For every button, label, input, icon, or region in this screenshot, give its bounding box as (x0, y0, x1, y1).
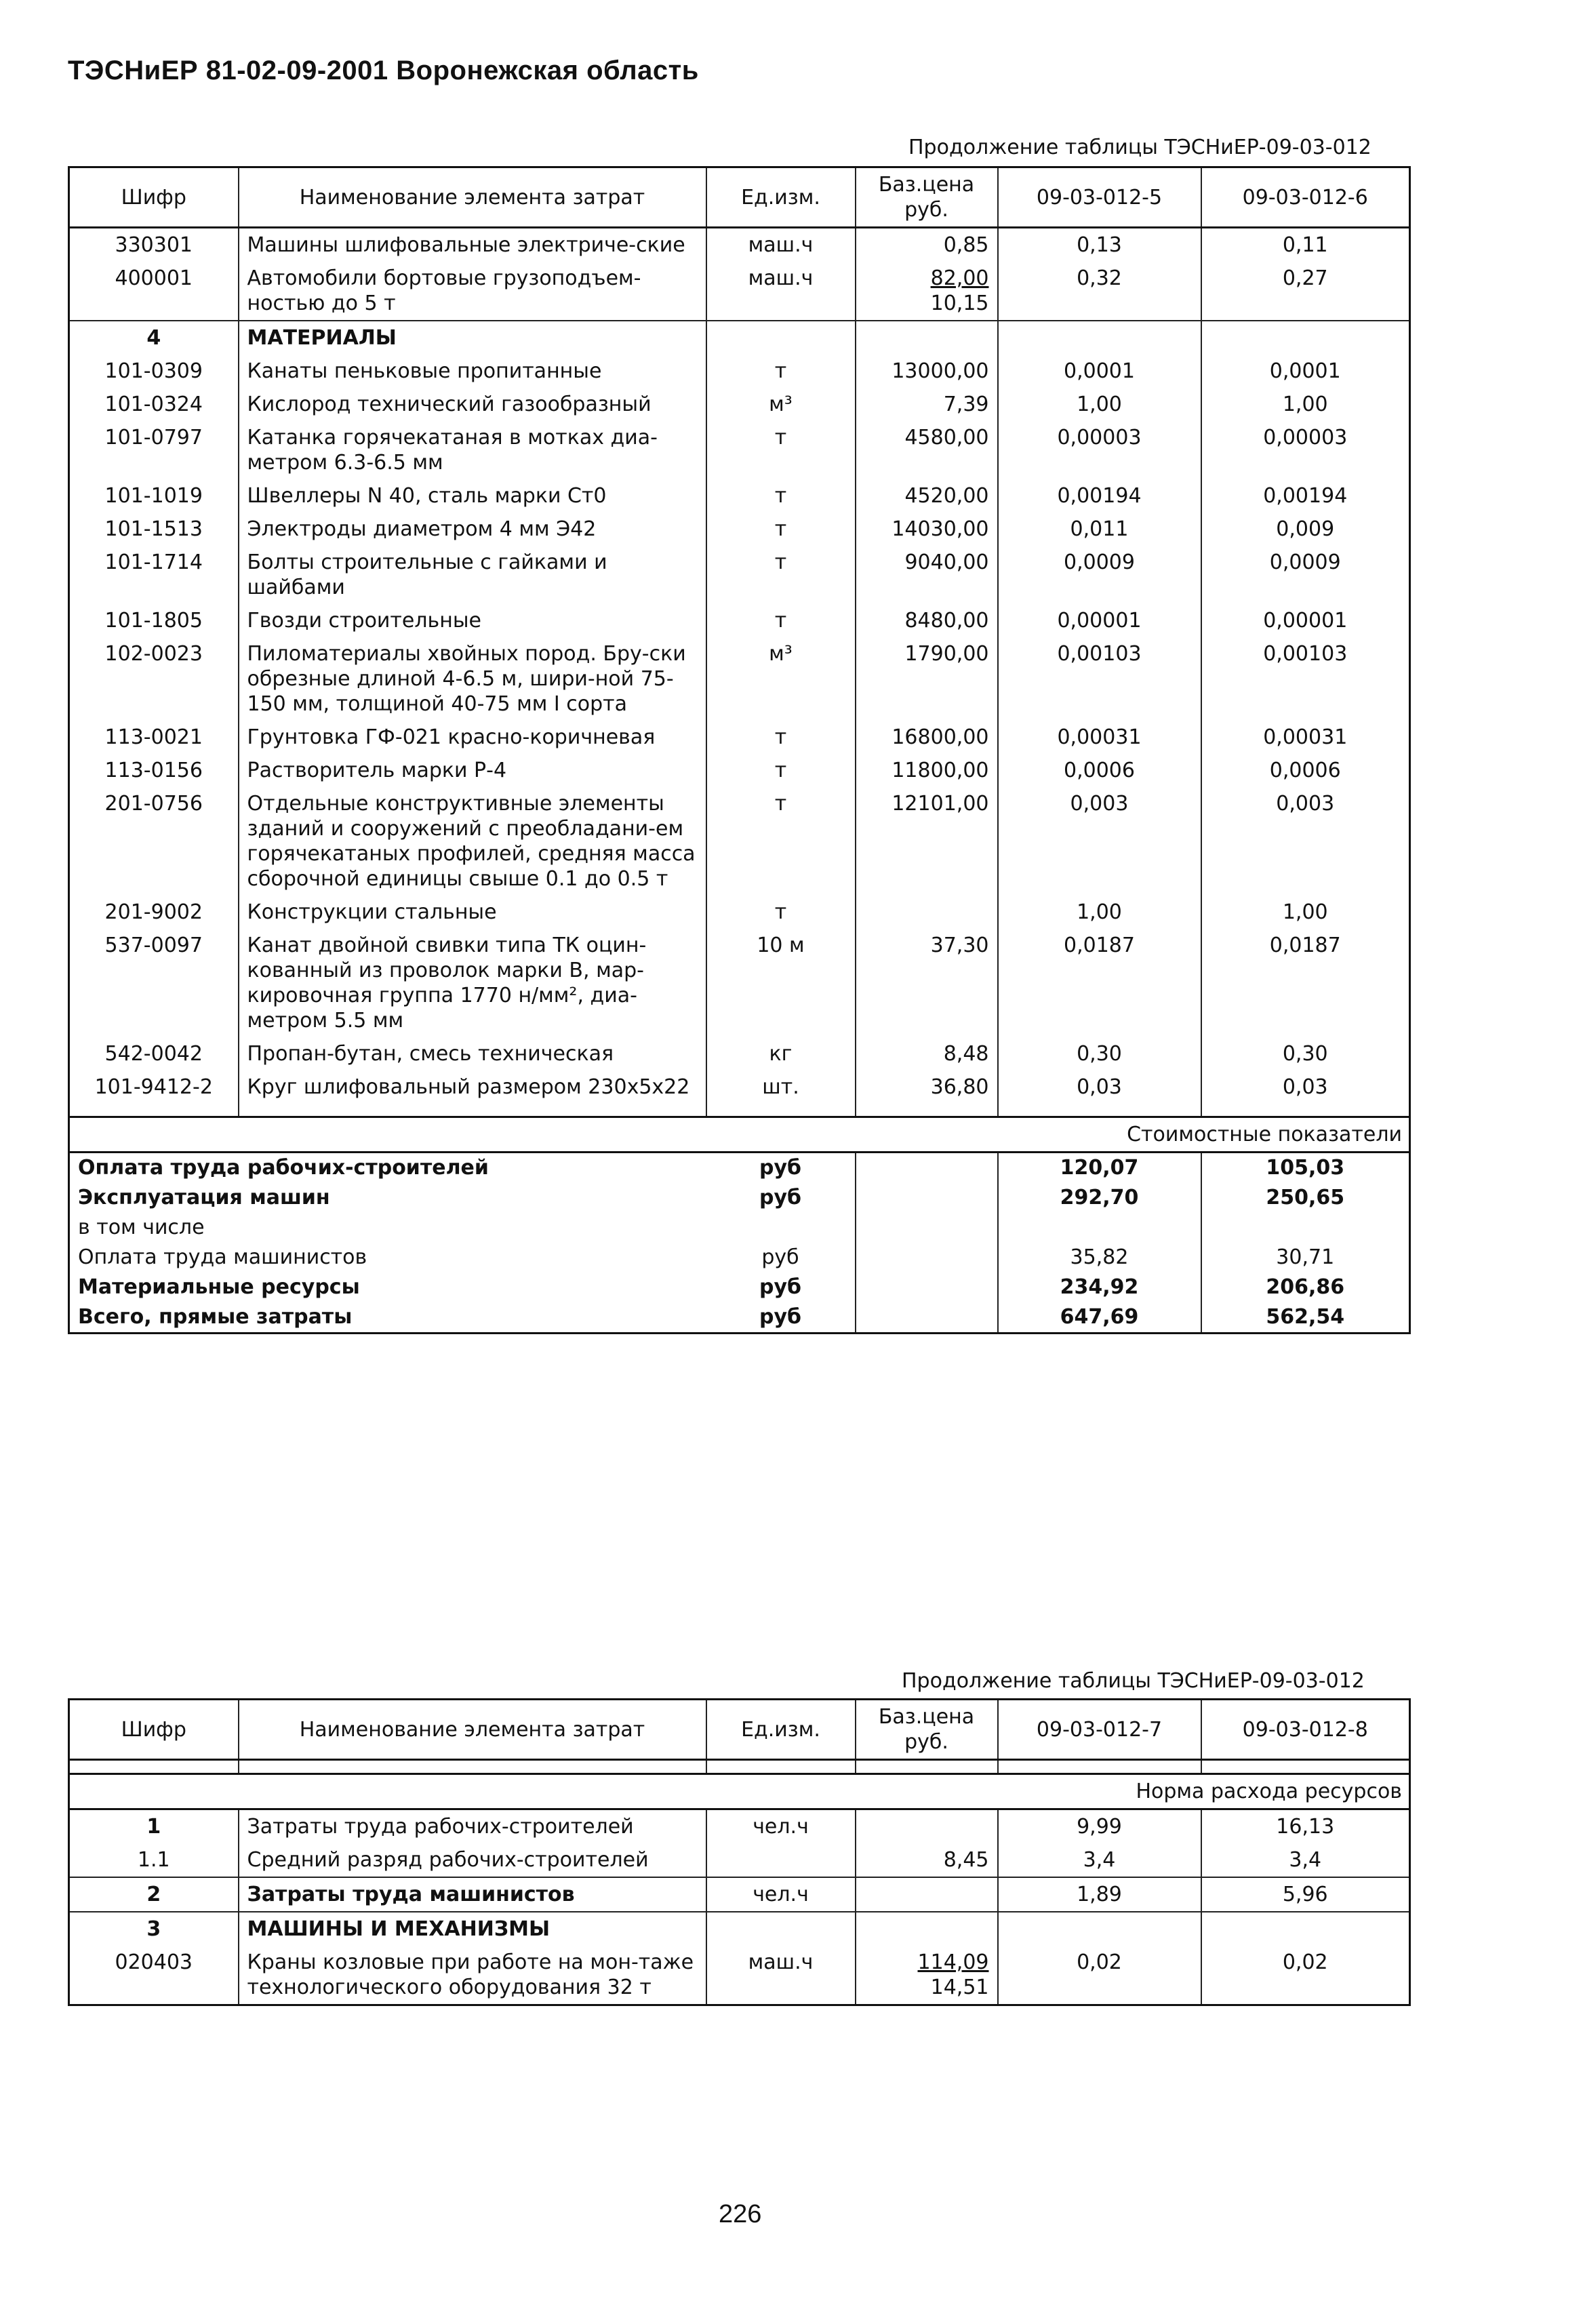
summary-unit: руб (706, 1243, 856, 1273)
price-secondary: 14,51 (930, 1976, 989, 1999)
row-code: 101-1714 (69, 546, 239, 604)
row-code: 1 (69, 1809, 239, 1844)
row-value-2: 0,00194 (1201, 479, 1410, 513)
row-unit: т (706, 355, 856, 388)
row-name: Грунтовка ГФ-021 красно-коричневая (239, 721, 706, 754)
row-name: Краны козловые при работе на мон-таже технологического оборудования 32 т (239, 1946, 706, 2005)
summary-row (69, 1153, 1410, 1184)
col-header-norm-6: 09-03-012-6 (1201, 167, 1410, 228)
row-value-2: 5,96 (1201, 1877, 1410, 1912)
row-code: 101-0309 (69, 355, 239, 388)
row-value-2: 0,0001 (1201, 355, 1410, 388)
row-value-1: 3,4 (998, 1843, 1201, 1877)
row-value-2: 0,0006 (1201, 754, 1410, 787)
col-header-price: Баз.цена руб. (856, 167, 998, 228)
summary-row (69, 1213, 1410, 1243)
summary-value-1: 35,82 (998, 1243, 1201, 1273)
row-price: 8,48 (856, 1037, 998, 1070)
summary-unit: руб (706, 1183, 856, 1213)
summary-value-2: 206,86 (1266, 1275, 1345, 1299)
resource-table-1 (68, 166, 1411, 1334)
section-row-materials (69, 321, 1410, 355)
table-row (69, 929, 1410, 1037)
row-name: Канат двойной свивки типа ТК оцин-кованный из проволок марки В, мар-кировочная группа 1770 н/мм², диа-метром 5.5 мм (239, 929, 706, 1037)
section-title: МАТЕРИАЛЫ (239, 321, 706, 355)
summary-name: Всего, прямые затраты (69, 1302, 706, 1334)
summary-value-2: 105,03 (1266, 1156, 1345, 1180)
row-value-2: 0,0187 (1201, 929, 1410, 1037)
col-header-norm-7: 09-03-012-7 (998, 1700, 1201, 1760)
row-value-2: 0,11 (1201, 228, 1410, 262)
page-number: 226 (719, 2200, 762, 2228)
row-value-1: 0,30 (998, 1037, 1201, 1070)
row-value-1: 0,0187 (998, 929, 1201, 1037)
section-code: 3 (69, 1912, 239, 1946)
table-row (69, 262, 1410, 321)
section-code: 4 (69, 321, 239, 355)
row-name: Гвозди строительные (239, 604, 706, 637)
table2-continuation-label: Продолжение таблицы ТЭСНиЕР-09-03-012 (902, 1669, 1365, 1693)
row-name: Пиломатериалы хвойных пород. Бру-ски обрезные длиной 4-6.5 м, шири-ной 75-150 мм, толщиной 40-75 мм I сорта (239, 637, 706, 721)
table-row (69, 479, 1410, 513)
summary-name: Оплата труда рабочих-строителей (78, 1156, 489, 1180)
row-code: 101-1019 (69, 479, 239, 513)
row-code: 020403 (69, 1946, 239, 2005)
row-name: Электроды диаметром 4 мм Э42 (239, 513, 706, 546)
table-row (69, 1070, 1410, 1104)
row-value-2: 0,03 (1201, 1070, 1410, 1104)
summary-price (856, 1153, 998, 1184)
row-name: Пропан-бутан, смесь техническая (239, 1037, 706, 1070)
summary-name: в том числе (78, 1216, 205, 1239)
col-header-name: Наименование элемента затрат (239, 1700, 706, 1760)
table-row (69, 355, 1410, 388)
table-row (69, 1843, 1410, 1877)
row-value-2: 0,27 (1201, 262, 1410, 321)
row-value-1: 0,13 (998, 228, 1201, 262)
row-code: 201-0756 (69, 787, 239, 896)
summary-name: Материальные ресурсы (78, 1275, 360, 1299)
row-code: 101-1513 (69, 513, 239, 546)
cost-indicators-row (69, 1117, 1410, 1153)
table-row (69, 513, 1410, 546)
row-price: 0,85 (856, 228, 998, 262)
row-unit: т (706, 513, 856, 546)
row-value-1: 0,0009 (998, 546, 1201, 604)
row-price: 36,80 (856, 1070, 998, 1104)
table-row (69, 787, 1410, 896)
row-unit: м³ (706, 388, 856, 421)
row-code: 542-0042 (69, 1037, 239, 1070)
summary-value-1: 120,07 (998, 1153, 1201, 1184)
row-value-1: 0,011 (998, 513, 1201, 546)
row-value-1: 1,00 (998, 896, 1201, 929)
summary-name: Эксплуатация машин (78, 1186, 330, 1209)
norm-label-row (69, 1774, 1410, 1809)
table-row (69, 1037, 1410, 1070)
summary-row (69, 1243, 1410, 1273)
row-name: Машины шлифовальные электриче-ские (239, 228, 706, 262)
row-code: 101-9412-2 (69, 1070, 239, 1104)
row-code: 400001 (69, 262, 239, 321)
row-name: Канаты пеньковые пропитанные (239, 355, 706, 388)
row-code: 2 (69, 1877, 239, 1912)
summary-value-2: 562,54 (1201, 1302, 1410, 1334)
row-name: Затраты труда рабочих-строителей (239, 1809, 706, 1844)
resource-table-2 (68, 1698, 1411, 2006)
summary-price (856, 1213, 998, 1243)
col-header-code: Шифр (69, 167, 239, 228)
row-code: 113-0021 (69, 721, 239, 754)
col-header-code: Шифр (69, 1700, 239, 1760)
col-header-unit: Ед.изм. (706, 1700, 856, 1760)
summary-price (856, 1302, 998, 1334)
row-price: 4580,00 (856, 421, 998, 479)
summary-value-1: 234,92 (998, 1273, 1201, 1302)
row-unit: т (706, 787, 856, 896)
row-value-1: 0,00031 (998, 721, 1201, 754)
row-name: Отдельные конструктивные элементы зданий и сооружений с преобладани-ем горячекатаных профилей, средняя масса сборочной единицы свыше 0.1 до 0.5 т (239, 787, 706, 896)
row-price: 9040,00 (856, 546, 998, 604)
row-value-2: 0,0009 (1201, 546, 1410, 604)
row-unit: м³ (706, 637, 856, 721)
row-price: 37,30 (856, 929, 998, 1037)
row-price (856, 1809, 998, 1844)
row-unit: 10 м (706, 929, 856, 1037)
table-row (69, 754, 1410, 787)
row-value-1: 0,00003 (998, 421, 1201, 479)
table-row (69, 896, 1410, 929)
row-price: 8480,00 (856, 604, 998, 637)
row-unit: т (706, 754, 856, 787)
row-value-1: 0,32 (998, 262, 1201, 321)
row-price (856, 1877, 998, 1912)
row-value-1: 0,0001 (998, 355, 1201, 388)
section-row-machines (69, 1912, 1410, 1946)
summary-price (856, 1273, 998, 1302)
row-unit: шт. (706, 1070, 856, 1104)
row-unit: т (706, 479, 856, 513)
row-value-1: 1,89 (998, 1877, 1201, 1912)
col-header-norm-8: 09-03-012-8 (1201, 1700, 1410, 1760)
row-value-1: 0,003 (998, 787, 1201, 896)
summary-unit: руб (706, 1273, 856, 1302)
row-unit: т (706, 721, 856, 754)
price-primary: 114,09 (917, 1950, 989, 1974)
row-price: 4520,00 (856, 479, 998, 513)
summary-unit: руб (706, 1302, 856, 1334)
row-value-2: 0,02 (1201, 1946, 1410, 2005)
row-price (856, 262, 998, 321)
summary-row (69, 1302, 1410, 1334)
summary-unit: руб (706, 1153, 856, 1184)
row-price: 14030,00 (856, 513, 998, 546)
row-name: Автомобили бортовые грузоподъем-ностью до 5 т (239, 262, 706, 321)
row-unit (706, 1843, 856, 1877)
row-value-1: 0,00001 (998, 604, 1201, 637)
row-value-1: 9,99 (998, 1809, 1201, 1844)
row-unit: чел.ч (706, 1877, 856, 1912)
row-value-1: 1,00 (998, 388, 1201, 421)
row-name: Конструкции стальные (239, 896, 706, 929)
section-title: МАШИНЫ И МЕХАНИЗМЫ (239, 1912, 706, 1946)
price-primary: 82,00 (930, 266, 989, 290)
col-header-price: Баз.цена руб. (856, 1700, 998, 1760)
row-name: Растворитель марки Р-4 (239, 754, 706, 787)
row-price: 12101,00 (856, 787, 998, 896)
norm-label: Норма расхода ресурсов (69, 1774, 1410, 1809)
row-value-1: 0,02 (998, 1946, 1201, 2005)
summary-value-1: 292,70 (998, 1183, 1201, 1213)
summary-value-1 (998, 1213, 1201, 1243)
row-price (856, 896, 998, 929)
row-price: 7,39 (856, 388, 998, 421)
row-unit: маш.ч (706, 228, 856, 262)
row-unit: маш.ч (706, 1946, 856, 2005)
summary-row (69, 1183, 1410, 1213)
row-value-2: 1,00 (1201, 896, 1410, 929)
row-code: 201-9002 (69, 896, 239, 929)
table-row (69, 721, 1410, 754)
row-code: 102-0023 (69, 637, 239, 721)
row-code: 1.1 (69, 1843, 239, 1877)
summary-price (856, 1243, 998, 1273)
row-price: 1790,00 (856, 637, 998, 721)
table-header-row (69, 1700, 1410, 1760)
row-value-2: 0,00003 (1201, 421, 1410, 479)
row-value-2: 0,00031 (1201, 721, 1410, 754)
summary-value-2: 30,71 (1276, 1245, 1335, 1269)
row-name: Болты строительные с гайками и шайбами (239, 546, 706, 604)
row-code: 101-0324 (69, 388, 239, 421)
row-value-2: 1,00 (1201, 388, 1410, 421)
table-row (69, 421, 1410, 479)
row-value-1: 0,00103 (998, 637, 1201, 721)
summary-row (69, 1273, 1410, 1302)
table-row (69, 1877, 1410, 1912)
row-code: 101-1805 (69, 604, 239, 637)
table-row (69, 1946, 1410, 2005)
cost-indicators-label: Стоимостные показатели (69, 1117, 1410, 1153)
row-name: Затраты труда машинистов (239, 1877, 706, 1912)
row-value-1: 0,03 (998, 1070, 1201, 1104)
summary-unit (706, 1213, 856, 1243)
row-price (856, 1946, 998, 2005)
summary-value-1: 647,69 (998, 1302, 1201, 1334)
row-value-2: 0,00001 (1201, 604, 1410, 637)
row-price: 8,45 (856, 1843, 998, 1877)
table-row (69, 228, 1410, 262)
row-value-2: 3,4 (1201, 1843, 1410, 1877)
row-value-2: 0,00103 (1201, 637, 1410, 721)
row-value-1: 0,00194 (998, 479, 1201, 513)
row-unit: чел.ч (706, 1809, 856, 1844)
row-name: Кислород технический газообразный (239, 388, 706, 421)
table1-continuation-label: Продолжение таблицы ТЭСНиЕР-09-03-012 (908, 136, 1371, 159)
row-code: 330301 (69, 228, 239, 262)
table-header-row (69, 167, 1410, 228)
col-header-name: Наименование элемента затрат (239, 167, 706, 228)
summary-name: Оплата труда машинистов (78, 1245, 367, 1269)
document-title: ТЭСНиЕР 81-02-09-2001 Воронежская область (68, 56, 699, 85)
summary-value-2: 250,65 (1266, 1186, 1345, 1209)
row-name: Круг шлифовальный размером 230x5x22 (239, 1070, 706, 1104)
row-value-1: 0,0006 (998, 754, 1201, 787)
row-unit: т (706, 421, 856, 479)
row-value-2: 16,13 (1201, 1809, 1410, 1844)
row-code: 113-0156 (69, 754, 239, 787)
table-row (69, 546, 1410, 604)
row-unit: т (706, 896, 856, 929)
row-price: 11800,00 (856, 754, 998, 787)
row-code: 537-0097 (69, 929, 239, 1037)
col-header-unit: Ед.изм. (706, 167, 856, 228)
row-value-2: 0,003 (1201, 787, 1410, 896)
price-secondary: 10,15 (930, 292, 989, 315)
table-row (69, 604, 1410, 637)
row-unit: маш.ч (706, 262, 856, 321)
row-name: Катанка горячекатаная в мотках диа-метром 6.3-6.5 мм (239, 421, 706, 479)
row-unit: т (706, 604, 856, 637)
col-header-norm-5: 09-03-012-5 (998, 167, 1201, 228)
row-name: Швеллеры N 40, сталь марки Ст0 (239, 479, 706, 513)
summary-price (856, 1183, 998, 1213)
row-value-2: 0,30 (1201, 1037, 1410, 1070)
table-row (69, 1809, 1410, 1844)
row-price: 13000,00 (856, 355, 998, 388)
row-code: 101-0797 (69, 421, 239, 479)
row-price: 16800,00 (856, 721, 998, 754)
row-name: Средний разряд рабочих-строителей (239, 1843, 706, 1877)
table-row (69, 388, 1410, 421)
row-unit: кг (706, 1037, 856, 1070)
table-row (69, 637, 1410, 721)
row-unit: т (706, 546, 856, 604)
summary-value-2 (1201, 1213, 1410, 1243)
row-value-2: 0,009 (1201, 513, 1410, 546)
